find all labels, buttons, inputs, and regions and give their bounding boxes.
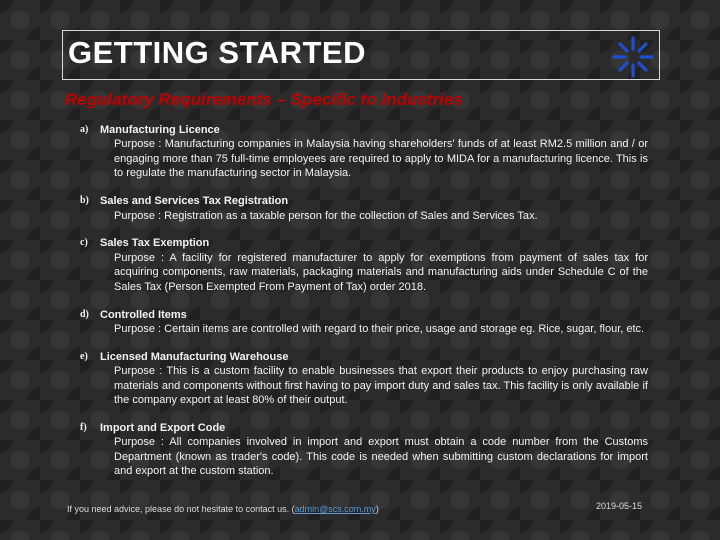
starburst-logo-icon bbox=[611, 35, 655, 79]
footer-contact-note bbox=[67, 504, 379, 514]
footer-date: 2019-05-15 bbox=[596, 501, 643, 511]
list-item bbox=[80, 194, 648, 223]
item-letter: b) bbox=[80, 195, 89, 207]
footer-note-prefix: If you need advice, please do not hesitate to contact us. ( bbox=[67, 504, 295, 514]
item-letter: f) bbox=[80, 422, 87, 433]
item-letter: a) bbox=[80, 124, 89, 135]
item-title: Licensed Manufacturing Warehouse bbox=[100, 350, 289, 363]
list-item bbox=[80, 308, 648, 337]
page-title: GETTING STARTED bbox=[68, 35, 366, 70]
item-letter: c) bbox=[80, 237, 88, 249]
title-box bbox=[62, 30, 660, 80]
list-item bbox=[80, 350, 648, 408]
item-title: Manufacturing Licence bbox=[100, 124, 220, 136]
item-title: Import and Export Code bbox=[100, 422, 226, 434]
item-letter: e) bbox=[80, 350, 88, 362]
requirements-list bbox=[80, 123, 648, 492]
item-letter: d) bbox=[80, 308, 89, 320]
item-description: Purpose : Certain items are controlled with regard to their price, usage and storage eg. Rice, sugar, flour, etc. bbox=[114, 322, 645, 335]
list-item bbox=[80, 123, 648, 181]
contact-email-link[interactable]: admin@scs.com.my bbox=[294, 504, 376, 514]
item-description: Purpose : Manufacturing companies in Malaysia having shareholders' funds of at least RM2.5 million and / or engaging more than 75 full-time employees are required to apply to MIDA for a manufacturing licence. This is to regulate the manufacturing sector in Malaysia. bbox=[114, 138, 648, 180]
item-title: Sales and Services Tax Registration bbox=[100, 195, 289, 208]
item-description: Purpose : This is a custom facility to enable businesses that export their products to enjoy purchasing raw materials and components without first having to pay import duty and sales tax. This facility is only available if the company export at least 80% of their output. bbox=[114, 365, 648, 407]
item-title: Controlled Items bbox=[100, 308, 187, 321]
item-description: Purpose : Registration as a taxable person for the collection of Sales and Services Tax. bbox=[114, 209, 538, 222]
footer-note-suffix: ) bbox=[375, 504, 379, 514]
item-description: Purpose : All companies involved in import and export must obtain a code number from the Customs Department (known as trader's code). This code is needed when submitting custom declarations for import and export at the custom station. bbox=[114, 436, 648, 478]
list-item bbox=[80, 421, 648, 479]
item-description: Purpose : A facility for registered manufacturer to apply for exemptions from payment of sales tax for acquiring components, raw materials, packaging materials and manufacturing aids under Schedule C of the Sales Tax (Person Exempted From Payment of Tax) order 2018. bbox=[114, 251, 648, 293]
item-title: Sales Tax Exemption bbox=[100, 237, 210, 250]
list-item bbox=[80, 236, 648, 294]
section-subtitle: Regulatory Requirements – Specific to Industries bbox=[65, 90, 463, 109]
